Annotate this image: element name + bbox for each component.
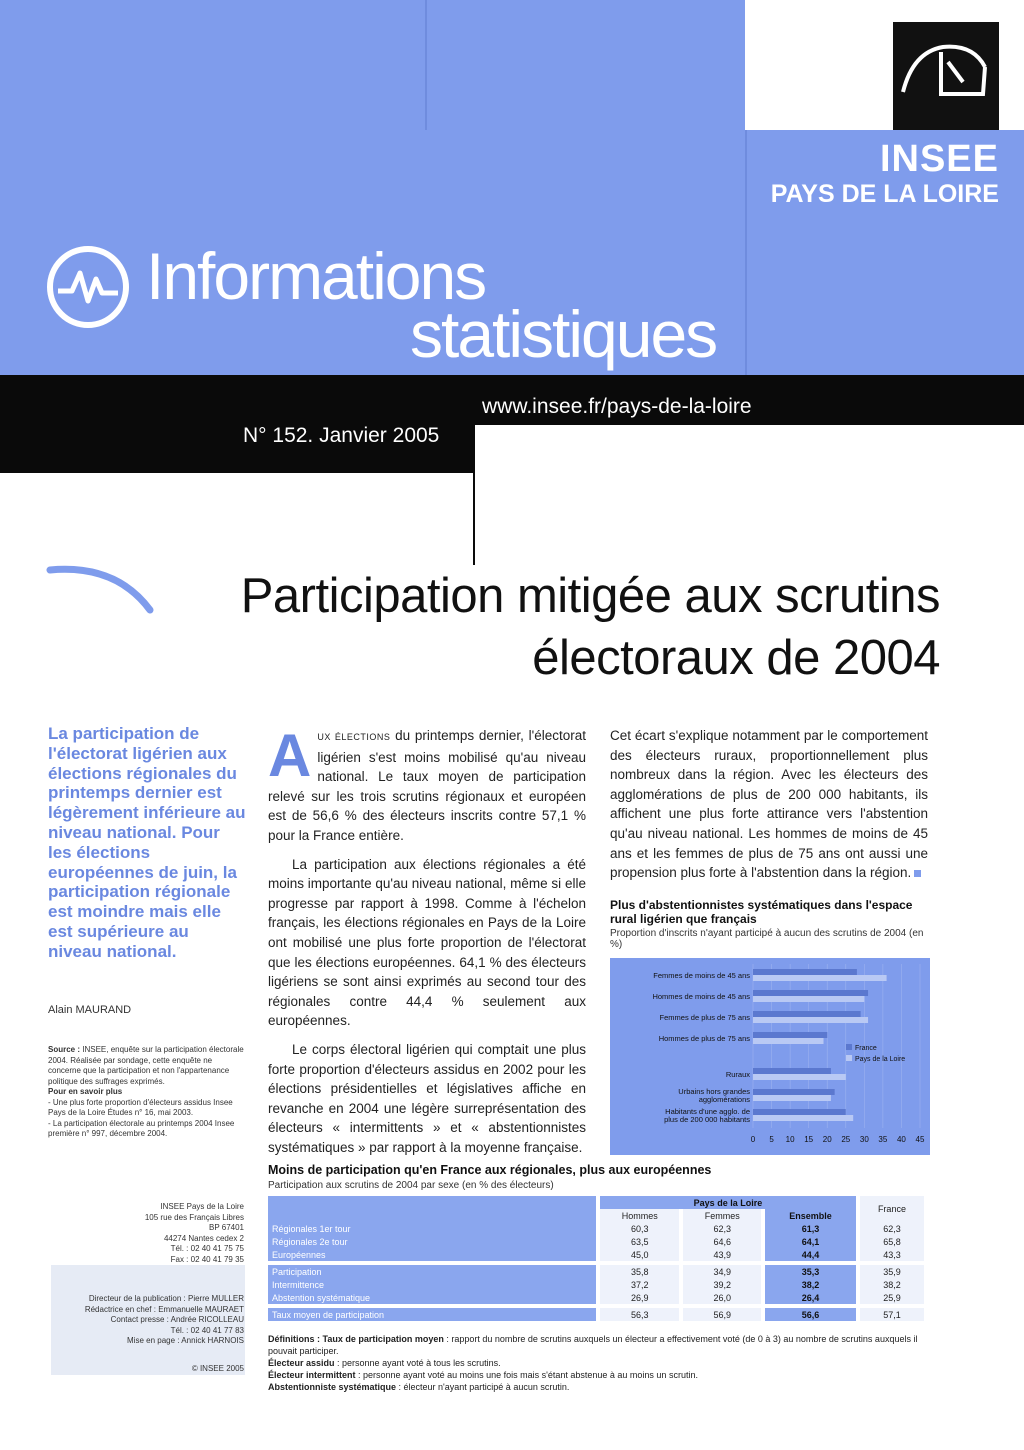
bar-france — [753, 1011, 861, 1017]
bar-pays-de-la-loire — [753, 1115, 853, 1121]
staff-line: Rédactrice en chef : Emmanuelle MAURAET — [84, 1304, 244, 1314]
headline-line1: Participation mitigée aux scrutins — [240, 569, 940, 623]
staff-block — [52, 1294, 244, 1347]
legend-label: France — [855, 1045, 877, 1052]
category-label: Urbains hors grandes — [678, 1087, 750, 1096]
region-name: PAYS DE LA LOIRE — [770, 180, 999, 208]
cell-hommes: 56,3 — [598, 1308, 681, 1321]
staff-line: Tél. : 02 40 41 77 83 — [170, 1325, 244, 1335]
smallcaps-intro: UX ÉLECTIONS — [317, 732, 391, 742]
cell-france: 35,9 — [858, 1265, 924, 1278]
more-ref-1: - Une plus forte proportion d'électeurs assidus Insee Pays de la Loire Études n° 16, mai 2003. — [48, 1097, 233, 1117]
france-header: France — [858, 1196, 924, 1222]
cell-hommes: 60,3 — [598, 1222, 681, 1235]
table-header-row — [268, 1196, 924, 1209]
source-notes — [48, 1045, 244, 1140]
definitions — [268, 1333, 928, 1393]
category-label: Habitants d'une agglo. de — [665, 1107, 750, 1116]
headline-line2: électoraux de 2004 — [532, 631, 940, 685]
category-label: agglomérations — [698, 1095, 750, 1104]
chart-title: Plus d'abstentionnistes systématiques dans l'espace rural ligérien que français — [610, 898, 913, 926]
table-row — [268, 1291, 924, 1304]
header-empty — [268, 1196, 598, 1209]
copyright: © INSEE 2005 — [191, 1364, 244, 1373]
body-paragraph-1 — [268, 722, 586, 846]
row-label: Européennes — [268, 1248, 598, 1261]
cell-ensemble: 26,4 — [763, 1291, 858, 1304]
pulse-icon — [44, 243, 132, 336]
bar-france — [753, 1068, 831, 1074]
bar-france — [753, 969, 857, 975]
publication-title-line2: statistiques — [410, 297, 717, 371]
more-ref-2: - La participation électorale au printemps 2004 Insee première n° 997, décembre 2004. — [48, 1118, 235, 1138]
cell-ensemble: 35,3 — [763, 1265, 858, 1278]
legend-swatch — [846, 1055, 852, 1061]
table-row — [268, 1278, 924, 1291]
body-paragraph-4 — [610, 726, 928, 883]
body-column-2 — [610, 726, 928, 892]
cell-hommes: 37,2 — [598, 1278, 681, 1291]
staff-line: Contact presse : Andrée RICOLLEAU — [110, 1315, 244, 1325]
chart-area — [610, 958, 930, 1155]
table-row — [268, 1222, 924, 1235]
legend-label: Pays de la Loire — [855, 1056, 906, 1063]
bar-pays-de-la-loire — [753, 1038, 824, 1044]
table-subtitle: Participation aux scrutins de 2004 par sexe (en % des électeurs) — [268, 1180, 554, 1191]
row-label: Régionales 1er tour — [268, 1222, 598, 1235]
x-tick-label: 35 — [878, 1135, 888, 1144]
cell-femmes: 26,0 — [681, 1291, 763, 1304]
end-mark — [914, 870, 921, 877]
category-label: Hommes de plus de 75 ans — [658, 1034, 750, 1043]
table-title: Moins de participation qu'en France aux régionales, plus aux européennes — [268, 1163, 712, 1177]
staff-line: Mise en page : Annick HARNOIS — [127, 1336, 244, 1346]
lead-paragraph: La participation de l'électorat ligérien aux élections régionales du printemps dernier est légèrement inférieure au niveau national. Pour les élections européennes de juin, la participation régionale est moindre mais elle est supérieure au niveau national. — [48, 724, 246, 961]
row-label: Intermittence — [268, 1278, 598, 1291]
x-tick-label: 25 — [841, 1135, 851, 1144]
cell-france: 43,3 — [858, 1248, 924, 1261]
row-label: Taux moyen de participation — [268, 1308, 598, 1321]
chart-subtitle: Proportion d'inscrits n'ayant participé à aucun des scrutins de 2004 (en %) — [610, 928, 924, 950]
insee-logo-icon — [893, 22, 999, 130]
bar-pays-de-la-loire — [753, 996, 864, 1002]
contact-line: INSEE Pays de la Loire — [160, 1202, 244, 1211]
x-tick-label: 20 — [822, 1135, 832, 1144]
group-header: Pays de la Loire — [598, 1196, 858, 1209]
table-row — [268, 1235, 924, 1248]
def-label: Abstentionniste systématique — [268, 1382, 397, 1392]
contact-line: 105 rue des Français Libres — [144, 1212, 244, 1222]
staff-line: Directeur de la publication : Pierre MULLER — [88, 1294, 244, 1303]
bar-pays-de-la-loire — [753, 1017, 868, 1023]
contact-line: 44274 Nantes cedex 2 — [163, 1233, 244, 1243]
cell-femmes: 43,9 — [681, 1248, 763, 1261]
x-tick-label: 15 — [804, 1135, 814, 1144]
cell-femmes: 34,9 — [681, 1265, 763, 1278]
x-tick-label: 10 — [785, 1135, 795, 1144]
def-text: : électeur n'ayant participé à aucun scrutin. — [396, 1382, 570, 1392]
cell-ensemble: 56,6 — [763, 1308, 858, 1321]
arc-decoration-icon — [46, 558, 156, 623]
column-header: Hommes — [598, 1209, 681, 1222]
header-divider — [425, 0, 427, 130]
website-url[interactable]: www.insee.fr/pays-de-la-loire — [482, 395, 752, 418]
category-label: Ruraux — [725, 1070, 750, 1079]
cell-hommes: 63,5 — [598, 1235, 681, 1248]
more-label: Pour en savoir plus — [48, 1087, 123, 1096]
headline — [200, 565, 940, 689]
x-tick-label: 0 — [750, 1135, 756, 1144]
table-subheader-row — [268, 1209, 924, 1222]
def-text: : rapport du nombre de scrutins auxquels un électeur a effectivement voté (de 0 à 3) au nombre de scrutins auxquels il pouvait participer. — [268, 1334, 918, 1356]
bar-pays-de-la-loire — [753, 1095, 831, 1101]
body-paragraph-2: La participation aux élections régionales a été moins importante qu'au niveau national, même si elle progresse par rapport à 1998. Comme à l'échelon français, les élections régionales en Pays de la Loire ont mobilisé une plus forte proportion de l'électorat que les élections européennes. 64,1 % des électeurs ligériens se sont ainsi exprimés au second tour des régionales contre 44,4 % seulement aux européennes. — [268, 856, 586, 1029]
row-label: Abstention systématique — [268, 1291, 598, 1304]
column-header: Ensemble — [763, 1209, 858, 1222]
cell-france: 38,2 — [858, 1278, 924, 1291]
row-label: Régionales 2e tour — [268, 1235, 598, 1248]
source-label: Source : — [48, 1045, 81, 1054]
body-paragraph-1-text: du printemps dernier, l'électorat ligérien s'est moins mobilisé qu'au niveau national. Le taux moyen de participation relevé sur les trois scrutins régionaux et européen est de 56,6 % des électeurs inscrits contre 57,1 % pour la France entière. — [268, 728, 586, 843]
cell-femmes: 39,2 — [681, 1278, 763, 1291]
cell-france: 57,1 — [858, 1308, 924, 1321]
bar-pays-de-la-loire — [753, 975, 887, 981]
bar-france — [753, 1109, 846, 1115]
contact-line: Tél. : 02 40 41 75 75 — [170, 1244, 244, 1254]
cell-france: 25,9 — [858, 1291, 924, 1304]
category-label: Femmes de moins de 45 ans — [653, 971, 750, 980]
body-column-1 — [268, 722, 586, 1166]
bar-france — [753, 1032, 827, 1038]
bar-france — [753, 1089, 835, 1095]
contact-line: BP 67401 — [209, 1223, 244, 1233]
cell-femmes: 62,3 — [681, 1222, 763, 1235]
cell-france: 62,3 — [858, 1222, 924, 1235]
category-label: Hommes de moins de 45 ans — [652, 992, 750, 1001]
def-label: Définitions : Taux de participation moyen — [268, 1334, 444, 1344]
body-paragraph-4-text: Cet écart s'explique notamment par le comportement des électeurs ruraux, proportionnellement plus nombreux dans la région. Avec les électeurs des agglomérations de plus de 200 000 habitants, ils affichent une plus forte attirance vers l'abstention qu'au niveau national. Les hommes de moins de 45 ans et les femmes de plus de 75 ans ont aussi une propension plus forte à l'abstention dans la région. — [610, 728, 928, 881]
bar-france — [753, 990, 868, 996]
participation-table — [268, 1196, 924, 1321]
x-tick-label: 45 — [915, 1135, 925, 1144]
dropcap: A — [268, 722, 312, 789]
body-paragraph-3: Le corps électoral ligérien qui comptait une plus forte proportion d'électeurs assidus en 2002 pour les élections présidentielles et législatives affiche en revanche en 2004 une légère surreprésentation des électeurs « intermittents » et « abstentionnistes systématiques » par rapport à la moyenne française. — [268, 1041, 586, 1155]
cell-femmes: 56,9 — [681, 1308, 763, 1321]
cell-hommes: 35,8 — [598, 1265, 681, 1278]
source-text: INSEE, enquête sur la participation électorale 2004. Réalisée par sondage, cette enquête ne concerne que la participation et non l'appartenance politique des suffrages exprimés. — [48, 1045, 244, 1086]
x-tick-label: 30 — [859, 1135, 869, 1144]
contact-line: Fax : 02 40 41 79 35 — [170, 1254, 244, 1264]
cell-france: 65,8 — [858, 1235, 924, 1248]
table-row — [268, 1248, 924, 1261]
header-empty — [268, 1209, 598, 1222]
publication-title-line1: Informations — [146, 239, 486, 313]
bar-pays-de-la-loire — [753, 1074, 846, 1080]
x-tick-label: 5 — [769, 1135, 774, 1144]
legend-swatch — [846, 1044, 852, 1050]
cell-ensemble: 44,4 — [763, 1248, 858, 1261]
org-name: INSEE — [879, 138, 999, 180]
author: Alain MAURAND — [48, 1004, 132, 1016]
issue-number: N° 152. Janvier 2005 — [243, 424, 440, 447]
table-row — [268, 1308, 924, 1321]
cell-femmes: 64,6 — [681, 1235, 763, 1248]
cell-ensemble: 64,1 — [763, 1235, 858, 1248]
def-label: Électeur assidu — [268, 1358, 335, 1368]
def-text: : personne ayant voté au moins une fois mais s'étant abstenue à au moins un scrutin. — [355, 1370, 698, 1380]
vertical-rule — [473, 425, 475, 565]
table-row — [268, 1265, 924, 1278]
def-label: Électeur intermittent — [268, 1370, 356, 1380]
def-text: : personne ayant voté à tous les scrutins. — [334, 1358, 501, 1368]
category-label: plus de 200 000 habitants — [664, 1115, 750, 1124]
column-header: Femmes — [681, 1209, 763, 1222]
x-tick-label: 40 — [896, 1135, 906, 1144]
cell-ensemble: 61,3 — [763, 1222, 858, 1235]
cell-ensemble: 38,2 — [763, 1278, 858, 1291]
category-label: Femmes de plus de 75 ans — [659, 1013, 750, 1022]
bar-chart — [610, 958, 930, 1155]
cell-hommes: 45,0 — [598, 1248, 681, 1261]
row-label: Participation — [268, 1265, 598, 1278]
cell-hommes: 26,9 — [598, 1291, 681, 1304]
